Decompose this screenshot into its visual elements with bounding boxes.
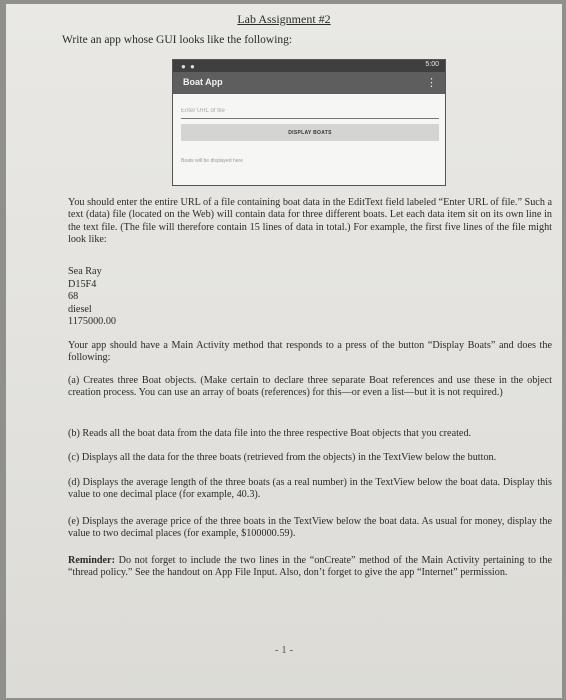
sample-line: 68 (68, 291, 79, 303)
reminder-paragraph (68, 555, 552, 580)
paragraph-instructions: You should enter the entire URL of a file containing boat data in the EditText field labeled “Enter URL of file.” Such a text (data) file (located on the Web) will contain data for three different boats. Let each data item sit on its own line in the text file. (The file will therefore contain 15 lines of data in total.) For example, the first five lines of the file might look like: (68, 197, 552, 246)
sample-line: D15F4 (68, 278, 97, 290)
sample-line: Sea Ray (68, 266, 102, 277)
page-title: Lab Assignment #2 (237, 12, 331, 26)
item-d: (d) Displays the average length of the three boats (as a real number) in the TextView below the boat data. Display this value to one decimal place (for example, 40.3). (68, 477, 552, 501)
sample-data (68, 266, 116, 329)
intro-text: Write an app whose GUI looks like the following: (62, 34, 293, 46)
document-page (6, 4, 562, 698)
display-boats-button[interactable]: DISPLAY BOATS (181, 124, 439, 141)
sample-line: diesel (68, 303, 92, 315)
status-icons: ● ● (181, 62, 196, 71)
sample-line: 1175000.00 (68, 316, 117, 328)
reminder-text: Do not forget to include the two lines in the “onCreate” method of the Main Activity pertaining to the “thread policy.” See the handout on App File Input. Also, don’t forget to give the app “Internet” permission. (68, 555, 552, 579)
item-a: (a) Creates three Boat objects. (Make certain to declare three separate Boat references and use these in the object creation process. You can use an array of boats (references) for this—or even a list—but it is not required.) (68, 375, 552, 399)
app-bar (173, 72, 445, 94)
item-c: (c) Displays all the data for the three boats (retrieved from the objects) in the TextView below the button. (68, 452, 497, 463)
boats-textview: Boats will be displayed here (181, 158, 243, 164)
reminder-label: Reminder: (68, 555, 115, 566)
status-time: 5:00 (425, 61, 439, 68)
item-e: (e) Displays the average price of the three boats in the TextView below the boat data. As usual for money, display the value to two decimal places (for example, $100000.59). (68, 516, 552, 540)
url-input[interactable] (181, 104, 439, 119)
status-bar (173, 60, 445, 72)
app-title: Boat App (183, 77, 223, 87)
item-b: (b) Reads all the boat data from the data file into the three respective Boat objects that you created. (68, 428, 472, 439)
overflow-menu-icon[interactable]: ⋮ (426, 77, 437, 89)
phone-mockup (172, 59, 446, 186)
paragraph-main-activity: Your app should have a Main Activity method that responds to a press of the button “Display Boats” and does the following: (68, 340, 552, 364)
page-number: - 1 - (274, 644, 294, 656)
